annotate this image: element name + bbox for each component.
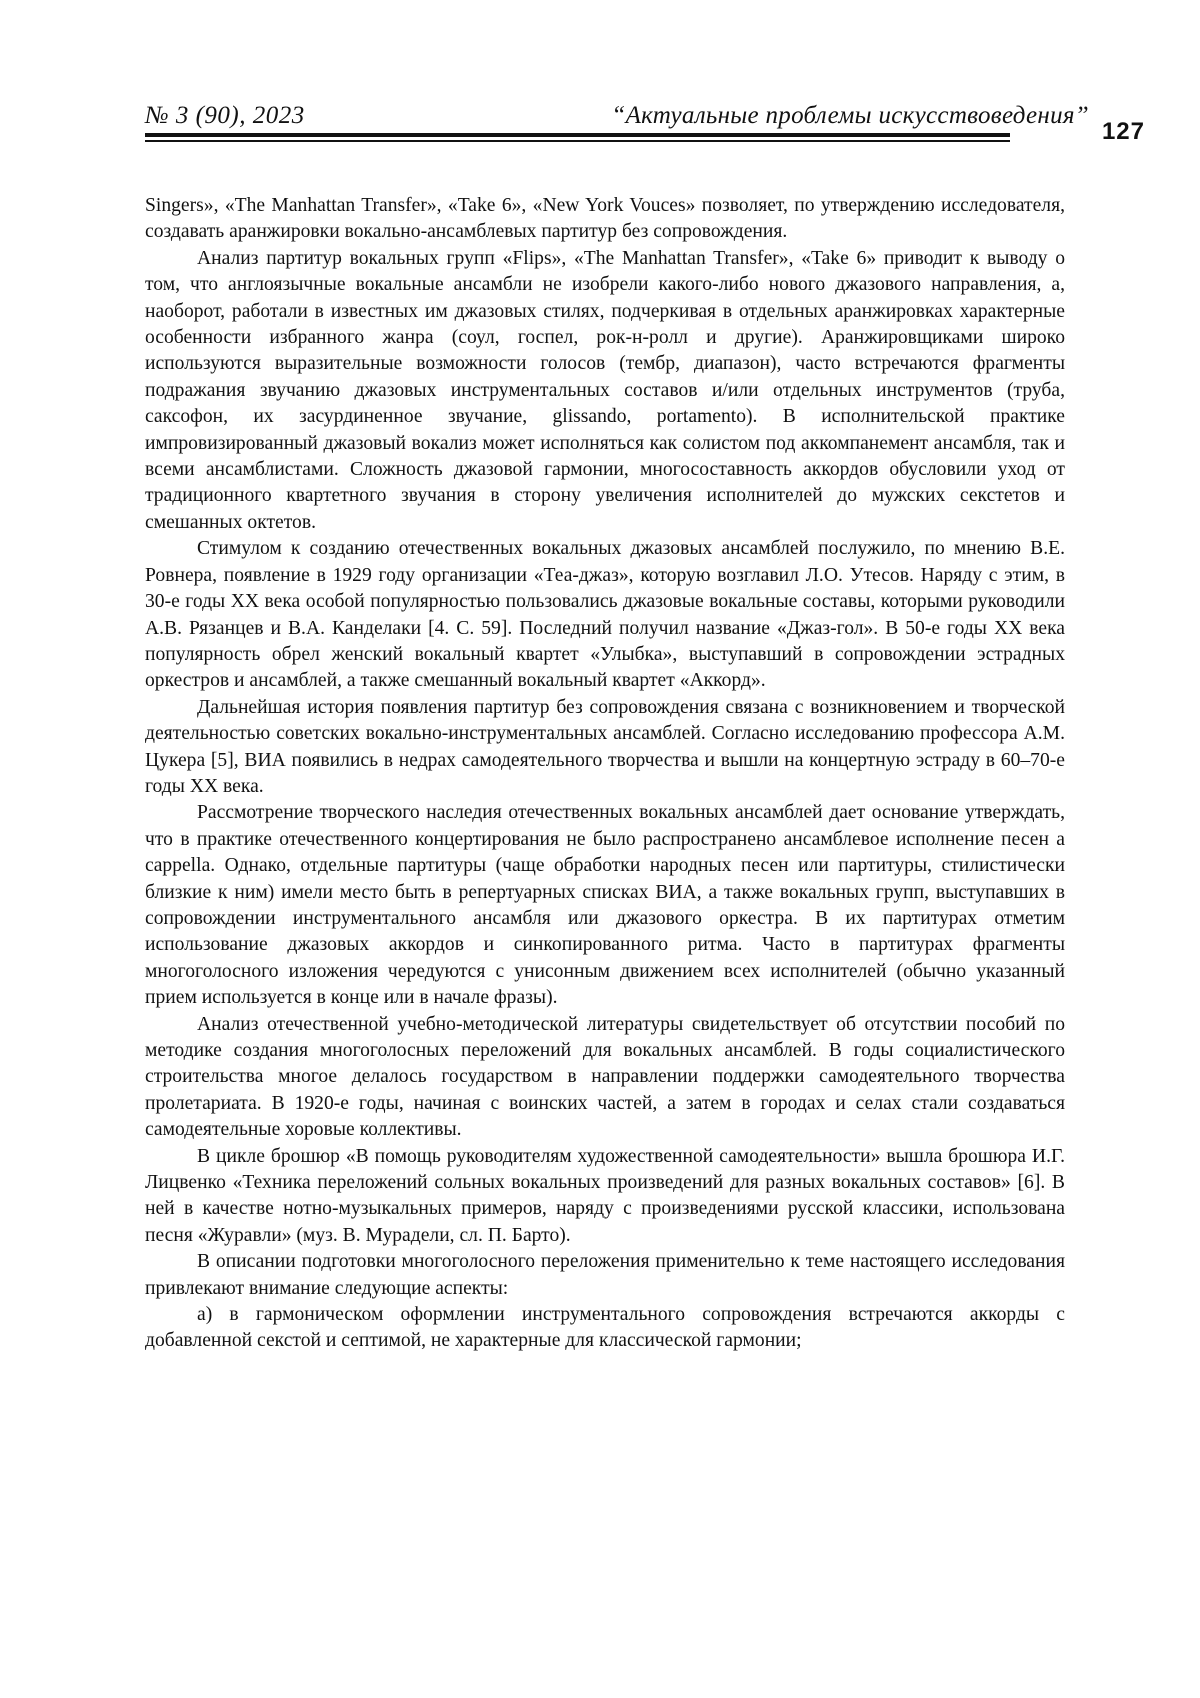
list-item: а) в гармоническом оформлении инструментального сопровождения встречаются аккорды с добавленной секстой и септимой, не характерные для классической гармонии; [145, 1304, 1065, 1352]
paragraph: Стимулом к созданию отечественных вокальных джазовых ансамблей послужило, по мнению В.Е. Ровнера, появление в 1929 году организации «Теа-джаз», которую возглавил Л.О. Утесов. Наряду с этим, в 30-е годы XX века особой популярностью пользовались джазовые вокальные составы, которыми руководили А.В. Рязанцев и В.А. Канделаки [4. С. 59]. Последний получил название «Джаз-гол». В 50-е годы XX века популярность обрел женский вокальный квартет «Улыбка», выступавший в сопровождении эстрадных оркестров и ансамблей, а также смешанный вокальный квартет «Аккорд». [145, 538, 1065, 692]
header-rule-thick [145, 133, 1010, 137]
running-header [145, 92, 1145, 162]
paragraph: В описании подготовки многоголосного переложения применительно к теме настоящего исследования привлекают внимание следующие аспекты: [145, 1251, 1065, 1299]
paragraph: Рассмотрение творческого наследия отечественных вокальных ансамблей дает основание утверждать, что в практике отечественного концертирования не было распространено ансамблевое исполнение песен a cappella. Однако, отдельные партитуры (чаще обработки народных песен или партитуры, стилистически близкие к ним) имели место быть в репертуарных списках ВИА, а также вокальных групп, выступавших в сопровождении инструментального ансамбля или джазового оркестра. В их партитурах отметим использование джазовых аккордов и синкопированного ритма. Часто в партитурах фрагменты многоголосного изложения чередуются с унисонным движением всех исполнителей (обычно указанный прием используется в конце или в начале фразы). [145, 802, 1065, 1009]
article-body [145, 193, 1065, 1355]
journal-title: “Актуальные проблемы искусствоведения” [611, 102, 1089, 129]
paragraph-continuation: Singers», «The Manhattan Transfer», «Take 6», «New York Vouces» позволяет, по утверждению исследователя, создавать аранжировки вокально-ансамблевых партитур без сопровождения. [145, 195, 1065, 243]
header-rule-thin [145, 140, 1010, 142]
paragraph: Анализ партитур вокальных групп «Flips», «The Manhattan Transfer», «Take 6» приводит к выводу о том, что англоязычные вокальные ансамбли не изобрели какого-либо нового джазового направления, а, наоборот, работали в известных им джазовых стилях, подчеркивая в отдельных аранжировках характерные особенности избранного жанра (соул, госпел, рок-н-ролл и другие). Аранжировщиками широко используются выразительные возможности голосов (тембр, диапазон), часто встречаются фрагменты подражания звучанию джазовых инструментальных составов и/или отдельных инструментов (труба, саксофон, их засурдиненное звучание, glissando, portamento). В исполнительской практике импровизированный джазовый вокализ может исполняться как солистом под аккомпанемент ансамбля, так и всеми ансамблистами. Сложность джазовой гармонии, многосоставность аккордов обусловили уход от традиционного квартетного звучания в сторону увеличения исполнителей до мужских секстетов и смешанных октетов. [145, 247, 1065, 533]
paragraph: Анализ отечественной учебно-методической литературы свидетельствует об отсутствии пособий по методике создания многоголосных переложений для вокальных ансамблей. В годы социалистического строительства многое делалось государством в направлении поддержки самодеятельного творчества пролетариата. В 1920-е годы, начиная с воинских частей, а затем в городах и селах стали создаваться самодеятельные хоровые коллективы. [145, 1013, 1065, 1141]
page-number: 127 [1101, 118, 1145, 145]
issue-number: № 3 (90), 2023 [145, 102, 305, 129]
paragraph: В цикле брошюр «В помощь руководителям художественной самодеятельности» вышла брошюра И.Г. Лицвенко «Техника переложений сольных вокальных произведений для разных вокальных составов» [6]. В ней в качестве нотно-музыкальных примеров, наряду с произведениями русской классики, использована песня «Журавли» (муз. В. Мурадели, сл. П. Барто). [145, 1145, 1065, 1246]
paragraph: Дальнейшая история появления партитур без сопровождения связана с возникновением и творческой деятельностью советских вокально-инструментальных ансамблей. Согласно исследованию профессора А.М. Цукера [5], ВИА появились в недрах самодеятельного творчества и вышли на концертную эстраду в 60–70-е годы XX века. [145, 696, 1065, 797]
